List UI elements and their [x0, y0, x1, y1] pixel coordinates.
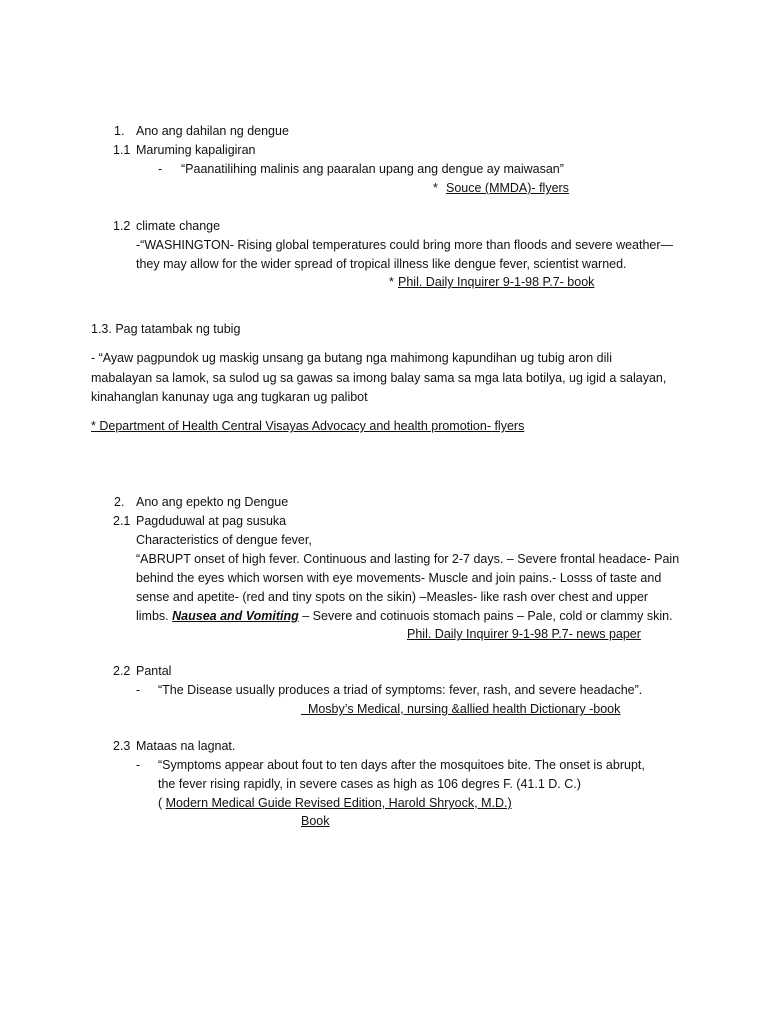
bullet-dash: -	[136, 683, 141, 697]
text-2-1-line-1: Characteristics of dengue fever,	[136, 533, 312, 547]
source-2-3	[158, 795, 512, 811]
subsection-1-1-title: Maruming kapaligiran	[136, 143, 256, 157]
quote-1-3-line-2: mabalayan sa lamok, sa sulod ug sa gawas sa imong balay sama sa mga lata botilya, ug igid a salayan,	[91, 371, 667, 385]
subsection-2-1-title: Pagduduwal at pag susuka	[136, 514, 287, 528]
quote-1-2-line-1: -“WASHINGTON- Rising global temperatures could bring more than floods and severe weather—	[136, 238, 674, 252]
subsection-1-2-title: climate change	[136, 219, 221, 233]
quote-1-1: “Paanatilihing malinis ang paaralan upang ang dengue ay maiwasan”	[181, 162, 564, 176]
text-2-1-line-5-start: limbs.	[136, 609, 173, 623]
source-2-3-paren: (	[158, 796, 166, 810]
source-star: *	[433, 181, 438, 195]
subsection-2-3-title: Mataas na lagnat.	[136, 739, 236, 753]
subsection-2-2-number: 2.2	[113, 664, 131, 678]
source-2-3-title: Modern Medical Guide Revised Edition, Harold Shryock, M.D.)	[165, 796, 512, 810]
text-2-1-line-5	[136, 608, 673, 624]
quote-1-3-line-3: kinahanglan kanunay uga ang tugkaran ug palibot	[91, 390, 368, 404]
source-1-2: Phil. Daily Inquirer 9-1-98 P.7- book	[398, 275, 595, 289]
source-2-2: Mosby’s Medical, nursing &allied health Dictionary -book	[301, 702, 621, 716]
quote-2-3-line-2: the fever rising rapidly, in severe cases as high as 106 degres F. (41.1 D. C.)	[158, 777, 581, 791]
source-1-3: * Department of Health Central Visayas Advocacy and health promotion- flyers	[91, 419, 525, 433]
subsection-1-1-number: 1.1	[113, 143, 131, 157]
section-1-title: Ano ang dahilan ng dengue	[136, 124, 289, 138]
text-2-1-line-2: “ABRUPT onset of high fever. Continuous and lasting for 2-7 days. – Severe frontal headace- Pain	[136, 552, 680, 566]
quote-1-2-line-2: they may allow for the wider spread of tropical illness like dengue fever, scientist warned.	[136, 257, 627, 271]
quote-2-2: “The Disease usually produces a triad of symptoms: fever, rash, and severe headache”.	[158, 683, 643, 697]
emphasis-nausea: Nausea and Vomiting	[172, 609, 299, 623]
section-1-number: 1.	[114, 124, 125, 138]
section-2-number: 2.	[114, 495, 125, 509]
section-2-title: Ano ang epekto ng Dengue	[136, 495, 289, 509]
source-star: *	[389, 275, 394, 289]
text-2-1-line-4: sense and apetite- (red and tiny spots on the sikin) –Measles- like rash over chest and upper	[136, 590, 649, 604]
subsection-1-3-title: 1.3. Pag tatambak ng tubig	[91, 322, 241, 336]
bullet-dash: -	[158, 162, 163, 176]
subsection-2-2-title: Pantal	[136, 664, 172, 678]
bullet-dash: -	[136, 758, 141, 772]
quote-2-3-line-1: “Symptoms appear about fout to ten days after the mosquitoes bite. The onset is abrupt,	[158, 758, 645, 772]
source-2-3-type: Book	[301, 814, 330, 828]
text-2-1-line-3: behind the eyes which worsen with eye movements- Muscle and join pains.- Losss of taste and	[136, 571, 662, 585]
subsection-2-3-number: 2.3	[113, 739, 131, 753]
text-2-1-line-5-end: – Severe and cotinuois stomach pains – Pale, cold or clammy skin.	[298, 609, 673, 623]
subsection-1-2-number: 1.2	[113, 219, 131, 233]
subsection-2-1-number: 2.1	[113, 514, 131, 528]
source-2-1: Phil. Daily Inquirer 9-1-98 P.7- news paper	[407, 627, 641, 641]
source-1-1: Souce (MMDA)- flyers	[446, 181, 569, 195]
quote-1-3-line-1: - “Ayaw pagpundok ug maskig unsang ga butang nga mahimong kapundihan ug tubig aron dili	[91, 351, 612, 365]
